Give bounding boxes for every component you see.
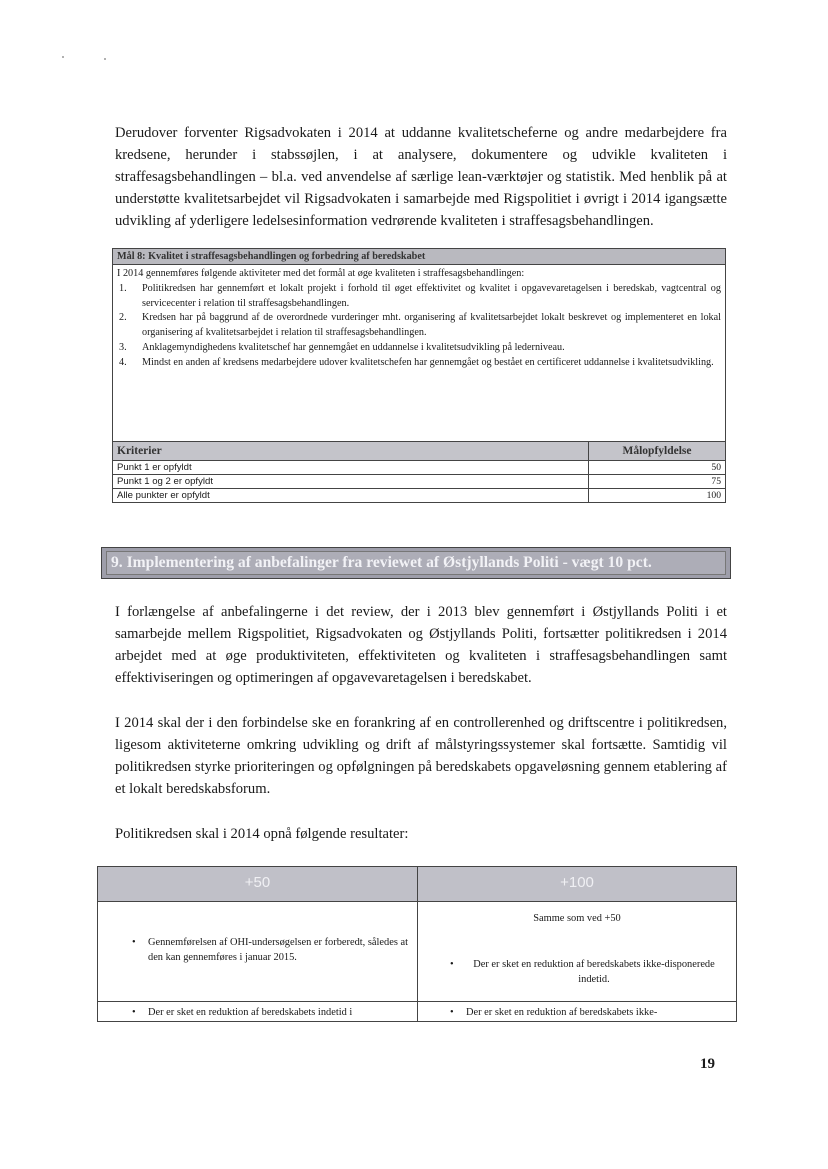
results-header xyxy=(98,867,736,902)
controller-paragraph: I 2014 skal der i den forbindelse ske en forankring af en controllerenhed og driftscentre i politikredsen, ligesom aktiviteterne omkring udvikling og drift af målstyringssystemer skal fortsætte. Samtidig vil politikredsen styrke prioriteringen og opfølgningen på beredskabets opgaveløsning gennem etablering af et lokalt beredskabsforum. xyxy=(115,715,727,797)
results-header-100: +100 xyxy=(560,874,594,891)
results-table xyxy=(97,866,737,1022)
goal-heading: Mål 8: Kvalitet i straffesagsbehandlingen og forbedring af beredskabet xyxy=(113,249,725,265)
criteria-table xyxy=(112,441,726,503)
goal-list xyxy=(113,282,725,371)
scan-speck xyxy=(104,58,106,60)
goal-box xyxy=(112,248,726,446)
bullet-icon: • xyxy=(132,937,136,948)
criteria-label: Alle punkter er opfyldt xyxy=(113,489,589,503)
table-row xyxy=(113,475,726,489)
goal-item-text: Politikredsen har gennemført et lokalt projekt i forhold til øget effektivitet og kvalitet i opgavevaretagelsen i beredskab, vagtcentral og servicecenter i relation til straffesagsbehandlingen. xyxy=(142,282,721,309)
table-row xyxy=(113,461,726,475)
results-header-50: +50 xyxy=(244,874,271,891)
goal-item-number: 4. xyxy=(119,356,127,368)
goal-item xyxy=(117,341,721,356)
goal-item-text: Kredsen har på baggrund af de overordnede vurderinger mht. organisering af kvalitetsarbejdet lokalt beskrevet og implementeret en lokal organisering af kvalitetsarbejdet i relation til straffesagsbehandlingen. xyxy=(142,312,721,339)
goal-item xyxy=(117,356,721,371)
goal-item-text: Anklagemyndighedens kvalitetschef har gennemgået en uddannelse i kvalitetsudvikling på lederniveau. xyxy=(142,341,565,353)
bullet-icon: • xyxy=(450,959,454,970)
bullet-text: Der er sket en reduktion af beredskabets indetid i xyxy=(148,1007,353,1018)
goal-item-number: 3. xyxy=(119,341,127,353)
scan-speck xyxy=(62,56,64,58)
bullet-text: Der er sket en reduktion af beredskabets ikke- xyxy=(466,1007,658,1018)
criteria-value: 100 xyxy=(589,489,726,503)
criteria-header: Kriterier xyxy=(113,442,589,461)
list-item xyxy=(450,1005,722,1020)
bullet-text: Der er sket en reduktion af beredskabets ikke-disponerede indetid. xyxy=(473,959,715,985)
criteria-label: Punkt 1 og 2 er opfyldt xyxy=(113,475,589,489)
section-heading: 9. Implementering af anbefalinger fra reviewet af Østjyllands Politi - vægt 10 pct. xyxy=(106,551,726,575)
table-row xyxy=(113,489,726,503)
criteria-value: 75 xyxy=(589,475,726,489)
criteria-value: 50 xyxy=(589,461,726,475)
intro-paragraph: Derudover forventer Rigsadvokaten i 2014 at uddanne kvalitetscheferne og andre medarbejdere fra kredsene, herunder i stabssøjlen, i at analysere, dokumentere og udvikle kvaliteten i straffesagsbehandlingen – bl.a. ved anvendelse af særlige lean-værktøjer og statistik. Med henblik på at understøtte kvalitetsarbejdet vil Rigsadvokaten i samarbejde med Rigspolitiet i øvrigt i 2014 igangsætte udvikling af yderligere ledelsesinformation vedrørende kvaliteten i straffesagsbehandlingen. xyxy=(115,125,727,229)
list-item xyxy=(132,935,408,965)
review-paragraph: I forlængelse af anbefalingerne i det review, der i 2013 blev gennemført i Østjyllands Politi i et samarbejde mellem Rigspolitiet, Rigsadvokaten og Østjyllands Politi, fortsætter politikredsen i 2014 arbejdet med at øge produktiviteten, effektiviteten og kvaliteten i straffesagsbehandlingen samt effektiviseringen og optimeringen af opgavevaretagelsen i beredskabet. xyxy=(115,604,727,686)
bullet-icon: • xyxy=(132,1007,136,1018)
goal-item xyxy=(117,311,721,341)
goal-item xyxy=(117,282,721,312)
list-item xyxy=(132,1005,408,1020)
goal-intro: I 2014 gennemføres følgende aktiviteter med det formål at øge kvaliteten i straffesagsbehandlingen: xyxy=(117,268,525,279)
bullet-icon: • xyxy=(450,1007,454,1018)
bullet-text: Gennemførelsen af OHI-undersøgelsen er forberedt, således at den kan gennemføres i januar 2015. xyxy=(148,937,408,963)
list-item xyxy=(450,957,722,987)
section-heading-box xyxy=(101,547,731,579)
criteria-label: Punkt 1 er opfyldt xyxy=(113,461,589,475)
goal-item-number: 1. xyxy=(119,282,127,294)
results-intro: Politikredsen skal i 2014 opnå følgende resultater: xyxy=(115,826,409,842)
goal-item-number: 2. xyxy=(119,312,127,324)
goal-item-text: Mindst en anden af kredsens medarbejdere udover kvalitetschefen har gennemgået og bestået en certificeret uddannelse i kvalitetsudvikling. xyxy=(142,356,714,368)
page-number: 19 xyxy=(700,1056,715,1072)
target-header: Målopfyldelse xyxy=(589,442,726,461)
same-as-50-note: Samme som ved +50 xyxy=(533,913,621,924)
